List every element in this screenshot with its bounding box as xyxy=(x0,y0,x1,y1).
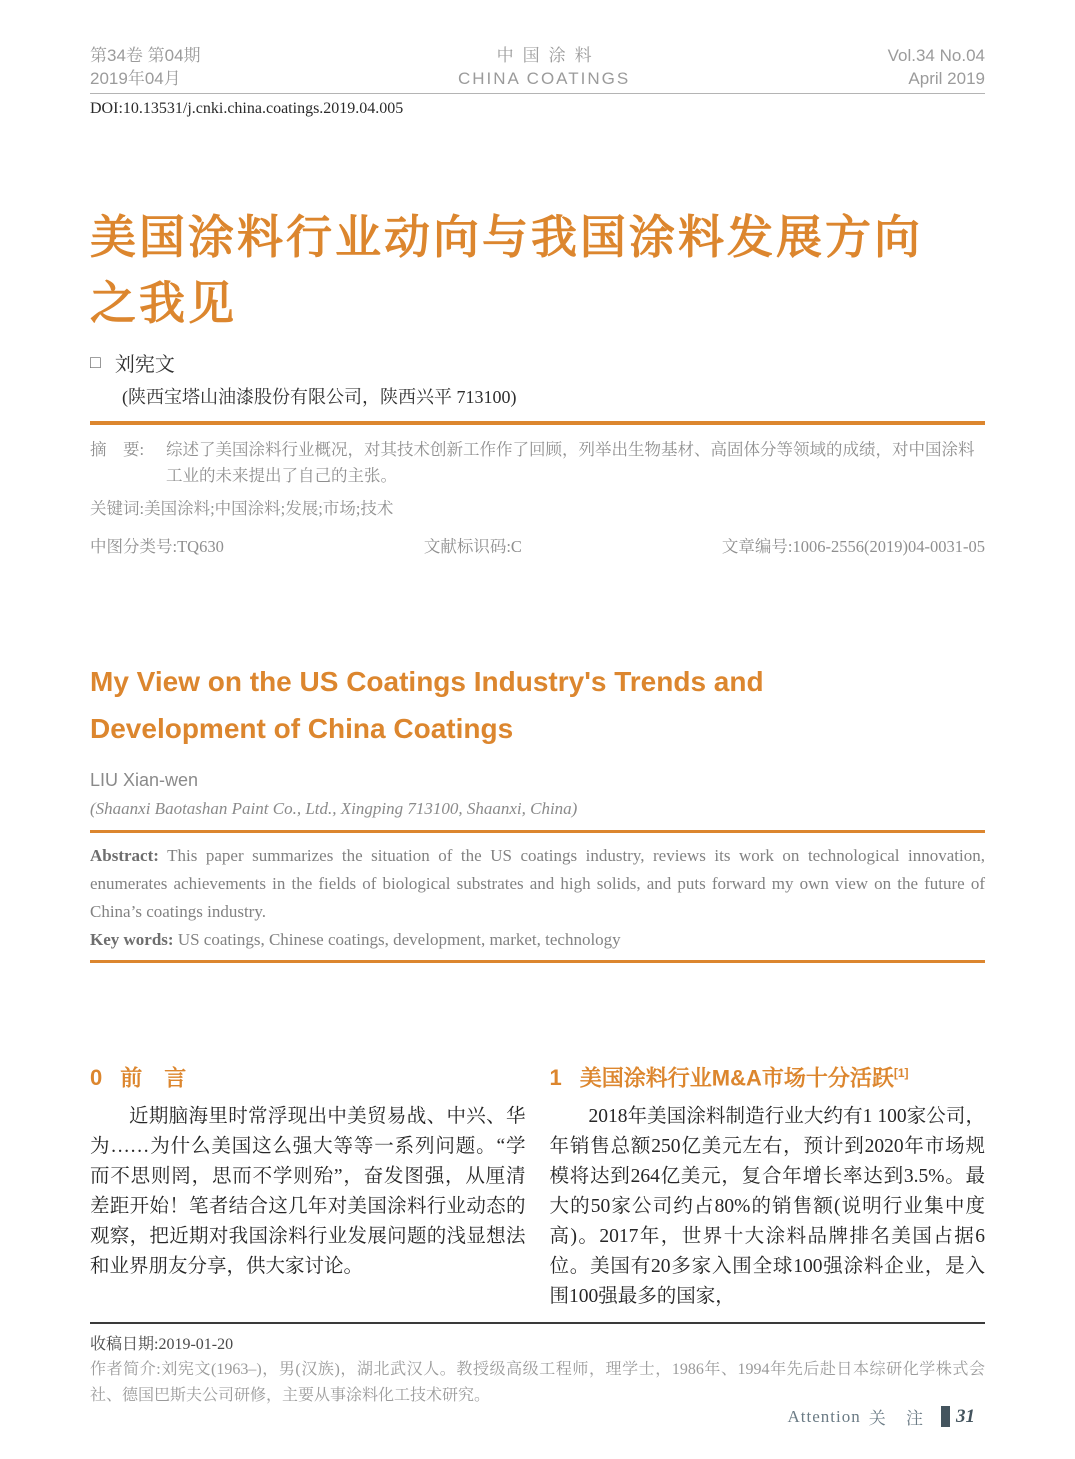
page-header xyxy=(90,44,985,90)
abstract-en-label: Abstract: xyxy=(90,846,159,865)
footer-attention-en: Attention xyxy=(787,1406,861,1426)
document-code: 文献标识码:C xyxy=(423,537,522,556)
header-volume-info-en xyxy=(888,44,985,90)
section-0-title: 前 言 xyxy=(120,1065,187,1091)
article-number: 文章编号:1006-2556(2019)04-0031-05 xyxy=(721,537,985,556)
footnote-divider xyxy=(90,1322,985,1324)
article-meta-row xyxy=(90,534,985,560)
article-title-en: My View on the US Coatings Industry's Trends and Development of China Coatings xyxy=(90,666,764,744)
keywords-en-label: Key words: xyxy=(90,930,174,949)
body-columns xyxy=(90,1059,985,1312)
section-1-sup: [1] xyxy=(893,1066,909,1080)
footer-attention-cn: 关 注 xyxy=(868,1409,931,1428)
left-column xyxy=(90,1059,526,1312)
abstract-block-cn xyxy=(90,437,985,560)
volume-issue-en: Vol.34 No.04 xyxy=(887,46,985,65)
affiliation-en: (Shaanxi Baotashan Paint Co., Ltd., Xingping 713100, Shaanxi, China) xyxy=(90,799,578,818)
author-row xyxy=(90,348,985,377)
section-1-heading xyxy=(550,1059,986,1092)
right-column xyxy=(550,1059,986,1312)
date-en: April 2019 xyxy=(908,69,985,88)
date-cn: 2019年04月 xyxy=(90,69,181,88)
volume-issue-cn: 第34卷 第04期 xyxy=(90,46,201,65)
author-name-cn: 刘宪文 xyxy=(114,354,175,376)
abstract-en-bottom-rule xyxy=(90,960,985,963)
section-1-paragraph: 2018年美国涂料制造行业大约有1 100家公司，年销售总额250亿美元左右，预计到2020年市场规模将达到264亿美元，复合年增长率达到3.5%。最大的50家公司约占80%的销售额(说明行业集中度高)。2017年，世界十大涂料品牌排名美国占据6位。美国有20多家入围全球100强涂料企业，是入围100强最多的国家， xyxy=(549,1106,985,1308)
keywords-en-text: US coatings, Chinese coatings, development, market, technology xyxy=(173,930,621,949)
journal-name-en: CHINA COATINGS xyxy=(457,69,631,88)
abstract-en-text: This paper summarizes the situation of the US coatings industry, reviews its work on technological innovation, enumerates achievements in the fields of biological substrates and high solids, and puts forward my own view on the future of China’s coatings industry. xyxy=(90,846,985,921)
keywords-label-cn: 关键词: xyxy=(90,499,145,518)
journal-name-cn: 中国涂料 xyxy=(496,46,601,65)
article-title-cn: 美国涂料行业动向与我国涂料发展方向之我见 xyxy=(90,211,923,329)
footer-bar-icon xyxy=(941,1406,950,1427)
abstract-en-paragraph xyxy=(90,842,985,926)
abstract-top-rule xyxy=(90,421,985,425)
abstract-en-top-rule xyxy=(90,830,985,833)
page-footer xyxy=(788,1404,975,1429)
header-divider xyxy=(90,93,985,94)
clc-number: 中图分类号:TQ630 xyxy=(90,537,224,556)
section-0-paragraph: 近期脑海里时常浮现出中美贸易战、中兴、华为……为什么美国这么强大等等一系列问题。“学而不思则罔，思而不学则殆”，奋发图强，从厘清差距开始！笔者结合这几年对美国涂料行业动态的观察，把近期对我国涂料行业发展问题的浅显想法和业界朋友分享，供大家讨论。 xyxy=(90,1106,526,1278)
section-0-heading xyxy=(90,1059,526,1092)
footnote-received: 收稿日期:2019-01-20 xyxy=(90,1336,234,1354)
section-1-title: 美国涂料行业M&A市场十分活跃 xyxy=(579,1065,894,1091)
footnote-block xyxy=(90,1332,985,1409)
journal-name xyxy=(458,44,630,90)
doi-text: DOI:10.13531/j.cnki.china.coatings.2019.04.005 xyxy=(90,100,404,117)
keywords-en-row xyxy=(90,926,985,954)
keywords-text-cn: 美国涂料;中国涂料;发展;市场;技术 xyxy=(144,499,394,518)
author-bullet-icon: □ xyxy=(90,352,101,372)
author-name-en: LIU Xian-wen xyxy=(90,770,199,790)
section-0-number: 0 xyxy=(90,1065,103,1091)
keywords-row-cn xyxy=(90,496,985,522)
section-1-number: 1 xyxy=(549,1065,562,1091)
affiliation-cn: (陕西宝塔山油漆股份有限公司，陕西兴平 713100) xyxy=(122,387,517,407)
abstract-text-cn: 综述了美国涂料行业概况，对其技术创新工作作了回顾，列举出生物基材、高固体分等领域的成绩，对中国涂料工业的未来提出了自己的主张。 xyxy=(166,440,975,485)
footnote-author-bio: 作者简介:刘宪文(1963–)，男(汉族)，湖北武汉人。教授级高级工程师，理学士，1986年、1994年先后赴日本综研化学株式会社、德国巴斯夫公司研修，主要从事涂料化工技术研究。 xyxy=(90,1361,985,1405)
abstract-block-en xyxy=(90,842,985,954)
footer-page-number: 31 xyxy=(956,1405,975,1427)
abstract-label-cn: 摘 要: xyxy=(90,440,145,459)
header-issue-info xyxy=(90,44,201,90)
abstract-row-cn xyxy=(90,437,985,489)
